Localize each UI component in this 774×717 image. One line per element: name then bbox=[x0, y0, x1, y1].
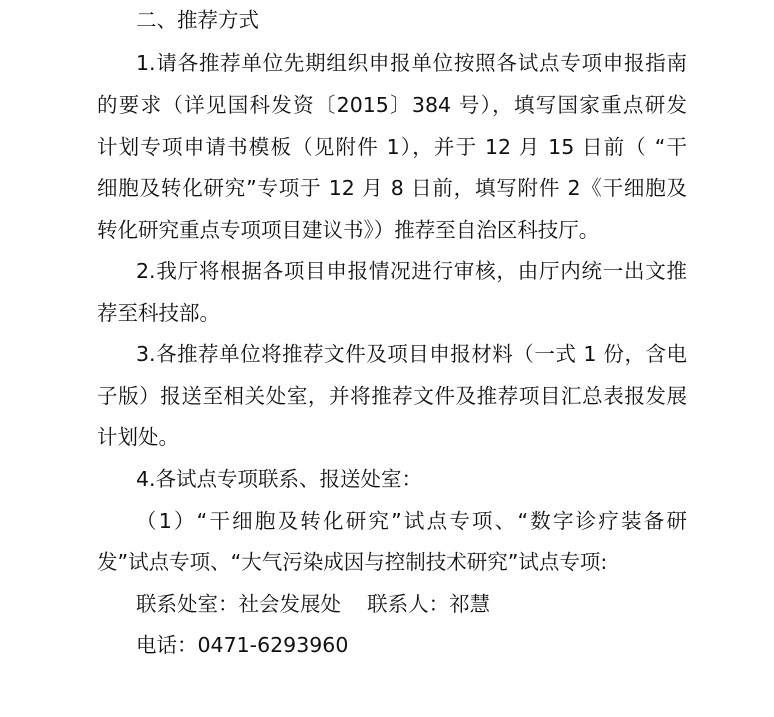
paragraph-3-line-2: 子版）报送至相关处室，并将推荐文件及推荐项目汇总表报发展 bbox=[97, 384, 687, 408]
paragraph-2-line-1: 2.我厅将根据各项目申报情况进行审核，由厅内统一出文推 bbox=[136, 259, 687, 283]
paragraph-5-line-2: 发”试点专项、“大气污染成因与控制技术研究”试点专项: bbox=[97, 550, 608, 574]
paragraph-4-line-1: 4.各试点专项联系、报送处室： bbox=[136, 467, 423, 491]
paragraph-3-line-1: 3.各推荐单位将推荐文件及项目申报材料（一式 1 份，含电 bbox=[136, 342, 687, 366]
paragraph-1-line-2: 的要求（详见国科发资〔2015〕384 号），填写国家重点研发 bbox=[97, 93, 687, 117]
paragraph-1-line-5: 转化研究重点专项项目建议书》）推荐至自治区科技厅。 bbox=[97, 218, 600, 242]
paragraph-5-line-1: （1）“干细胞及转化研究”试点专项、“数字诊疗装备研 bbox=[136, 509, 687, 533]
paragraph-1-line-3: 计划专项申请书模板（见附件 1），并于 12 月 15 日前（ “干 bbox=[97, 135, 687, 159]
paragraph-3-line-3: 计划处。 bbox=[97, 425, 179, 449]
paragraph-1-line-4: 细胞及转化研究”专项于 12 月 8 日前，填写附件 2《干细胞及 bbox=[97, 176, 687, 200]
paragraph-1-line-1: 1.请各推荐单位先期组织申报单位按照各试点专项申报指南 bbox=[136, 51, 687, 75]
section-heading: 二、推荐方式 bbox=[136, 8, 259, 32]
phone-line: 电话：0471-6293960 bbox=[136, 633, 349, 657]
contact-line: 联系处室：社会发展处 联系人：祁慧 bbox=[136, 592, 491, 616]
paragraph-2-line-2: 荐至科技部。 bbox=[97, 301, 220, 325]
